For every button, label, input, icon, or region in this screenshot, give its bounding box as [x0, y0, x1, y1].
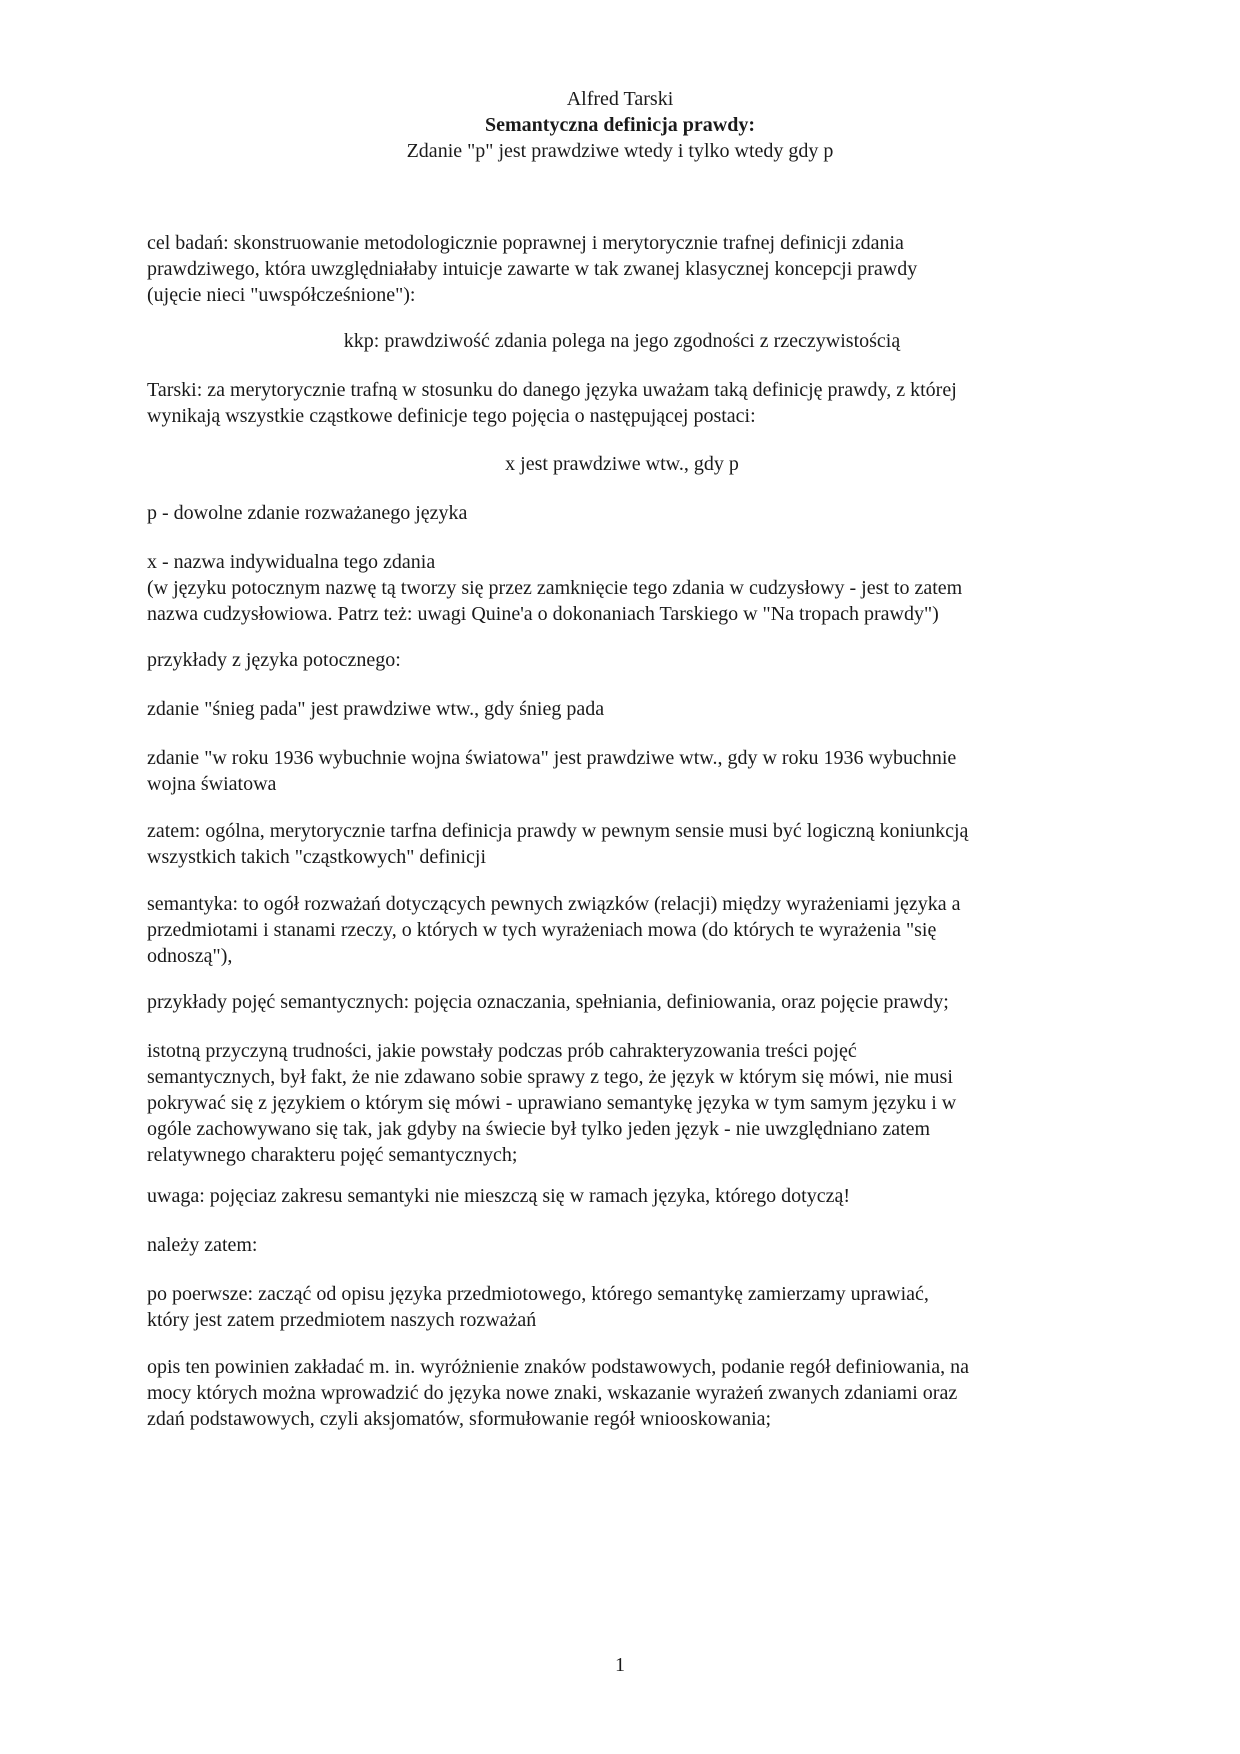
document-subtitle: Zdanie "p" jest prawdziwe wtedy i tylko wtedy gdy p: [406, 140, 834, 162]
paragraph-example2: [147, 745, 1097, 797]
text-line: zatem: ogólna, merytorycznie tarfna definicja prawdy w pewnym sensie musi być logiczną koniunkcją: [147, 820, 969, 842]
paragraph-istotna: [147, 1038, 1097, 1168]
text-line: odnoszą"),: [147, 945, 233, 967]
text-line: semantycznych, był fakt, że nie zdawano sobie sprawy z tego, że język w którym się mówi, nie musi: [147, 1066, 953, 1088]
text-line: x jest prawdziwe wtw., gdy p: [505, 453, 739, 475]
text-line: mocy których można wprowadzić do języka nowe znaki, wskazanie wyrażeń zwanych zdaniami oraz: [147, 1382, 958, 1404]
text-line: cel badań: skonstruowanie metodologicznie poprawnej i merytorycznie trafnej definicji zdania: [147, 232, 904, 254]
text-line: (w języku potocznym nazwę tą tworzy się przez zamknięcie tego zdania w cudzysłowy - jest to zatem: [147, 577, 963, 599]
paragraph-po-pierwsze: [147, 1281, 1097, 1333]
text-line: (ujęcie nieci "uwspółcześnione"):: [147, 284, 416, 306]
text-line: zdanie "śnieg pada" jest prawdziwe wtw., gdy śnieg pada: [147, 698, 605, 720]
text-line: nazwa cudzysłowiowa. Patrz też: uwagi Quine'a o dokonaniach Tarskiego w "Na tropach prawdy"): [147, 603, 939, 625]
paragraph-p-def: [147, 500, 1097, 526]
text-line: wynikają wszystkie cząstkowe definicje tego pojęcia o następującej postaci:: [147, 405, 756, 427]
text-line: po poerwsze: zacząć od opisu języka przedmiotowego, którego semantykę zamierzamy uprawiać,: [147, 1283, 929, 1305]
paragraph-x-def: [147, 549, 1097, 627]
text-line: opis ten powinien zakładać m. in. wyróżnienie znaków podstawowych, podanie regół definiowania, na: [147, 1356, 969, 1378]
paragraph-uwaga: [147, 1183, 1097, 1209]
paragraph-zatem: [147, 818, 1097, 870]
text-line: wszystkich takich "cząstkowych" definicji: [147, 846, 487, 868]
author: Alfred Tarski: [566, 88, 674, 110]
paragraph-opis: [147, 1354, 1097, 1432]
paragraph-cel: [147, 230, 1097, 308]
paragraph-przyklady-pojec: [147, 989, 1097, 1015]
paragraph-nalezy: [147, 1232, 1097, 1258]
paragraph-semantyka: [147, 891, 1097, 969]
paragraph-tarski: [147, 377, 1097, 429]
text-line: relatywnego charakteru pojęć semantycznych;: [147, 1144, 518, 1166]
text-line: należy zatem:: [147, 1234, 258, 1256]
page-number: 1: [615, 1654, 625, 1676]
text-line: wojna światowa: [147, 773, 277, 795]
text-line: Tarski: za merytorycznie trafną w stosunku do danego języka uważam taką definicję prawdy, z której: [147, 379, 957, 401]
text-line: przykłady z języka potocznego:: [147, 649, 401, 671]
text-line: semantyka: to ogół rozważań dotyczących pewnych związków (relacji) między wyrażeniami języka a: [147, 893, 961, 915]
text-line: istotną przyczyną trudności, jakie powstały podczas prób cahrakteryzowania treści pojęć: [147, 1040, 857, 1062]
text-line: p - dowolne zdanie rozważanego języka: [147, 502, 468, 524]
text-line: pokrywać się z językiem o którym się mówi - uprawiano semantykę języka w tym samym języku i w: [147, 1092, 957, 1114]
text-line: przykłady pojęć semantycznych: pojęcia oznaczania, spełniania, definiowania, oraz pojęcie prawdy;: [147, 991, 949, 1013]
text-line: który jest zatem przedmiotem naszych rozważań: [147, 1309, 537, 1331]
text-line: zdań podstawowych, czyli aksjomatów, sformułowanie regół wniooskowania;: [147, 1408, 772, 1430]
document-header: [0, 86, 1240, 164]
paragraph-example1: [147, 696, 1097, 722]
document-title: Semantyczna definicja prawdy:: [485, 114, 755, 136]
text-line: kkp: prawdziwość zdania polega na jego zgodności z rzeczywistością: [343, 330, 901, 352]
paragraph-kkp: [147, 328, 1097, 354]
formula: [147, 451, 1097, 477]
text-line: prawdziwego, która uwzględniałaby intuicje zawarte w tak zwanej klasycznej koncepcji prawdy: [147, 258, 918, 280]
text-line: x - nazwa indywidualna tego zdania: [147, 551, 436, 573]
paragraph-examples-intro: [147, 647, 1097, 673]
text-line: ogóle zachowywano się tak, jak gdyby na świecie był tylko jeden język - nie uwzględniano zatem: [147, 1118, 931, 1140]
text-line: zdanie "w roku 1936 wybuchnie wojna światowa" jest prawdziwe wtw., gdy w roku 1936 wybuchnie: [147, 747, 957, 769]
text-line: uwaga: pojęciaz zakresu semantyki nie mieszczą się w ramach języka, którego dotyczą!: [147, 1185, 851, 1207]
text-line: przedmiotami i stanami rzeczy, o których w tych wyrażeniach mowa (do których te wyrażenia "się: [147, 919, 937, 941]
